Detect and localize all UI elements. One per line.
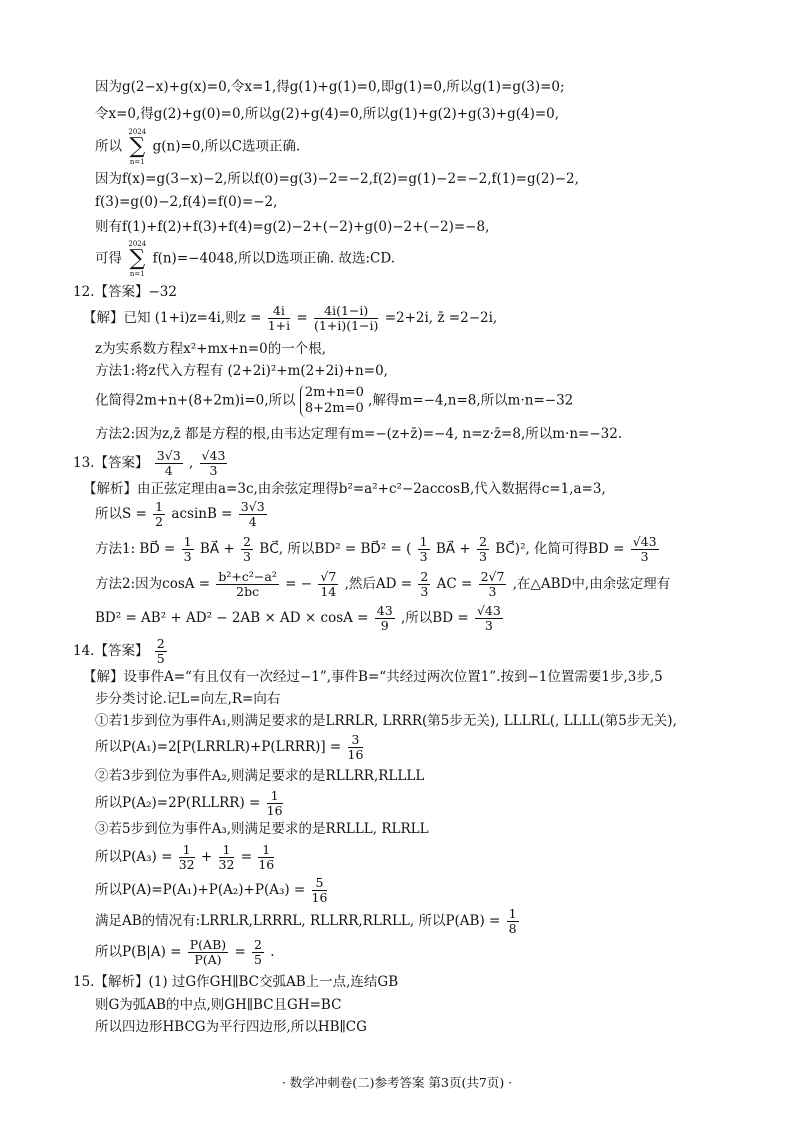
text-line-sum: 所以 2024 ∑ n=1 g(n)=0,所以C选项正确.	[95, 128, 301, 166]
fraction: $\frac{3}{16}$	[347, 732, 364, 762]
fraction: $\frac{1}{32}$	[218, 842, 235, 872]
text-line: 方法1:将z代入方程有 (2+2i)²+m(2+2i)+n=0,	[95, 363, 388, 379]
text-line: 方法2:因为z,z̄ 都是方程的根,由韦达定理有m=−(z+z̄)=−4, n=z·z̄=8,所以m·n=−32.	[95, 426, 623, 442]
text-line: 则G为弧AB的中点,则GH∥BC且GH=BC	[95, 997, 342, 1013]
text-line: 方法1: BD⃗ = $\frac{1}{3}$ BA⃗ + $\frac{2}{3}$ BC⃗, 所以BD² = BD⃗² = ( $\frac{1}{3}$ BA⃗ + $\frac{2}{3}$ BC⃗)², 化简可得BD = $\frac{√43}{3}$	[95, 534, 657, 564]
fraction: $\frac{3√3}{4}$	[240, 499, 265, 529]
text-line: z为实系数方程x²+mx+n=0的一个根,	[95, 341, 327, 357]
text-line: 令x=0,得g(2)+g(0)=0,所以g(2)+g(4)=0,所以g(1)+g(2)+g(3)+g(4)=0,	[95, 106, 560, 122]
question-15-heading: 15.【解析】(1) 过G作GH∥BC交弧AB上一点,连结GB	[73, 974, 399, 990]
text-line: 所以P(A)=P(A₁)+P(A₂)+P(A₃) = $\frac{5}{16}$	[95, 875, 328, 905]
fraction: $\frac{1}{16}$	[258, 842, 275, 872]
question-12-heading: 12.【答案】−32	[73, 284, 177, 300]
fraction: $\frac{1}{3}$	[419, 534, 428, 564]
fraction: $\frac{2}{3}$	[242, 534, 251, 564]
text-line: ②若3步到位为事件A₂,则满足要求的是RLLRR,RLLLL	[95, 768, 425, 784]
fraction: $\frac{\text{b²+c²−a²}}{2bc}$	[218, 569, 277, 599]
fraction: $\frac{2√7}{3}$	[480, 569, 505, 599]
fraction: $\frac{1}{8}$	[508, 906, 517, 936]
fraction: $\frac{1}{16}$	[266, 788, 283, 818]
equation-system: 2m+n=0 8+2m=0	[300, 385, 364, 417]
text-line: BD² = AB² + AD² − 2AB × AD × cosA = $\frac{43}{9}$ ,所以BD = $\frac{√43}{3}$	[95, 603, 501, 633]
fraction: $\frac{2}{3}$	[420, 569, 429, 599]
text-line: 化简得2m+n+(8+2m)i=0,所以 2m+n=0 8+2m=0 ,解得m=−4,n=8,所以m·n=−32	[95, 385, 574, 416]
text-line: 所以S = $\frac{1}{2}$ acsinB = $\frac{3√3}{4}$	[95, 499, 265, 529]
fraction: $\frac{P(AB)}{P(A)}$	[189, 937, 227, 967]
fraction: $\frac{√43}{3}$	[201, 448, 226, 478]
text-line: 因为f(x)=g(3−x)−2,所以f(0)=g(3)−2=−2,f(2)=g(1)−2=−2,f(1)=g(2)−2,	[95, 171, 579, 187]
text-line: 所以四边形HBCG为平行四边形,所以HB∥CG	[95, 1019, 367, 1035]
text-line: ①若1步到位为事件A₁,则满足要求的是LRRLR, LRRR(第5步无关), LLLRL(, LLLL(第5步无关),	[95, 713, 677, 729]
text-line: 方法2:因为cosA = $\frac{\text{b²+c²−a²}}{2bc}$ = − $\frac{√7}{14}$ ,然后AD = $\frac{2}{3}$ AC = $\frac{2√7}{3}$ ,在△ABD中,由余弦定理有	[95, 569, 671, 599]
text-line: 满足AB的情况有:LRRLR,LRRRL, RLLRR,RLRLL, 所以P(AB) = $\frac{1}{8}$	[95, 906, 517, 936]
text-line: 因为g(2−x)+g(x)=0,令x=1,得g(1)+g(1)=0,即g(1)=0,所以g(1)=g(3)=0;	[95, 79, 565, 95]
summation-sign: 2024 ∑ n=1	[128, 128, 147, 166]
fraction: $\frac{2}{5}$	[156, 636, 165, 666]
text-line: 所以P(A₁)=2[P(LRRLR)+P(LRRR)] = $\frac{3}{16}$	[95, 732, 364, 762]
text-line-sum: 可得 2024 ∑ n=1 f(n)=−4048,所以D选项正确. 故选:CD.	[95, 240, 396, 278]
fraction: $\frac{√43}{3}$	[632, 534, 657, 564]
text-line: 【解】设事件A=“有且仅有一次经过−1”,事件B=“共经过两次位置1”.按到−1位置需要1步,3步,5	[83, 669, 663, 685]
question-13-heading: 13.【答案】 $\frac{3√3}{4}$ , $\frac{√43}{3}$	[73, 448, 226, 478]
text-line: 【解析】由正弦定理由a=3c,由余弦定理得b²=a²+c²−2accosB,代入数据得c=1,a=3,	[83, 481, 606, 497]
fraction: $\frac{43}{9}$	[376, 603, 393, 633]
fraction: $\frac{1}{3}$	[183, 534, 192, 564]
fraction: $\frac{2}{3}$	[478, 534, 487, 564]
text-line: 所以P(A₂)=2P(RLLRR) = $\frac{1}{16}$	[95, 788, 283, 818]
text-line: ③若5步到位为事件A₃,则满足要求的是RRLLL, RLRLL	[95, 821, 429, 837]
fraction: $\frac{√7}{14}$	[320, 569, 337, 599]
fraction: $\frac{4i}{1+i}$	[267, 303, 291, 333]
text-line: 所以P(A₃) = $\frac{1}{32}$ + $\frac{1}{32}$ = $\frac{1}{16}$	[95, 842, 275, 872]
text-line: 【解】已知 (1+i)z=4i,则z = $\frac{4i}{1+i}$ = $\frac{4i(1-i)}{(1+i)(1-i)}$ =2+2i, z̄ =2−2i,	[83, 303, 498, 333]
text-line: 所以P(B|A) = $\frac{P(AB)}{P(A)}$ = $\frac{2}{5}$ .	[95, 937, 275, 967]
page-footer: · 数学冲刺卷(二)参考答案 第3页(共7页) ·	[281, 1075, 513, 1090]
text-line: 则有f(1)+f(2)+f(3)+f(4)=g(2)−2+(−2)+g(0)−2+(−2)=−8,	[95, 219, 490, 235]
fraction: $\frac{4i(1-i)}{(1+i)(1-i)}$	[314, 303, 379, 333]
fraction: $\frac{3√3}{4}$	[156, 448, 181, 478]
text-line: f(3)=g(0)−2,f(4)=f(0)=−2,	[95, 194, 278, 210]
text-line: 步分类讨论.记L=向左,R=向右	[95, 691, 281, 707]
fraction: $\frac{5}{16}$	[311, 875, 328, 905]
fraction: $\frac{1}{2}$	[155, 499, 164, 529]
summation-sign: 2024 ∑ n=1	[128, 240, 147, 278]
question-14-heading: 14.【答案】 $\frac{2}{5}$	[73, 636, 165, 666]
fraction: $\frac{√43}{3}$	[476, 603, 501, 633]
fraction: $\frac{1}{32}$	[178, 842, 195, 872]
fraction: $\frac{2}{5}$	[254, 937, 262, 967]
